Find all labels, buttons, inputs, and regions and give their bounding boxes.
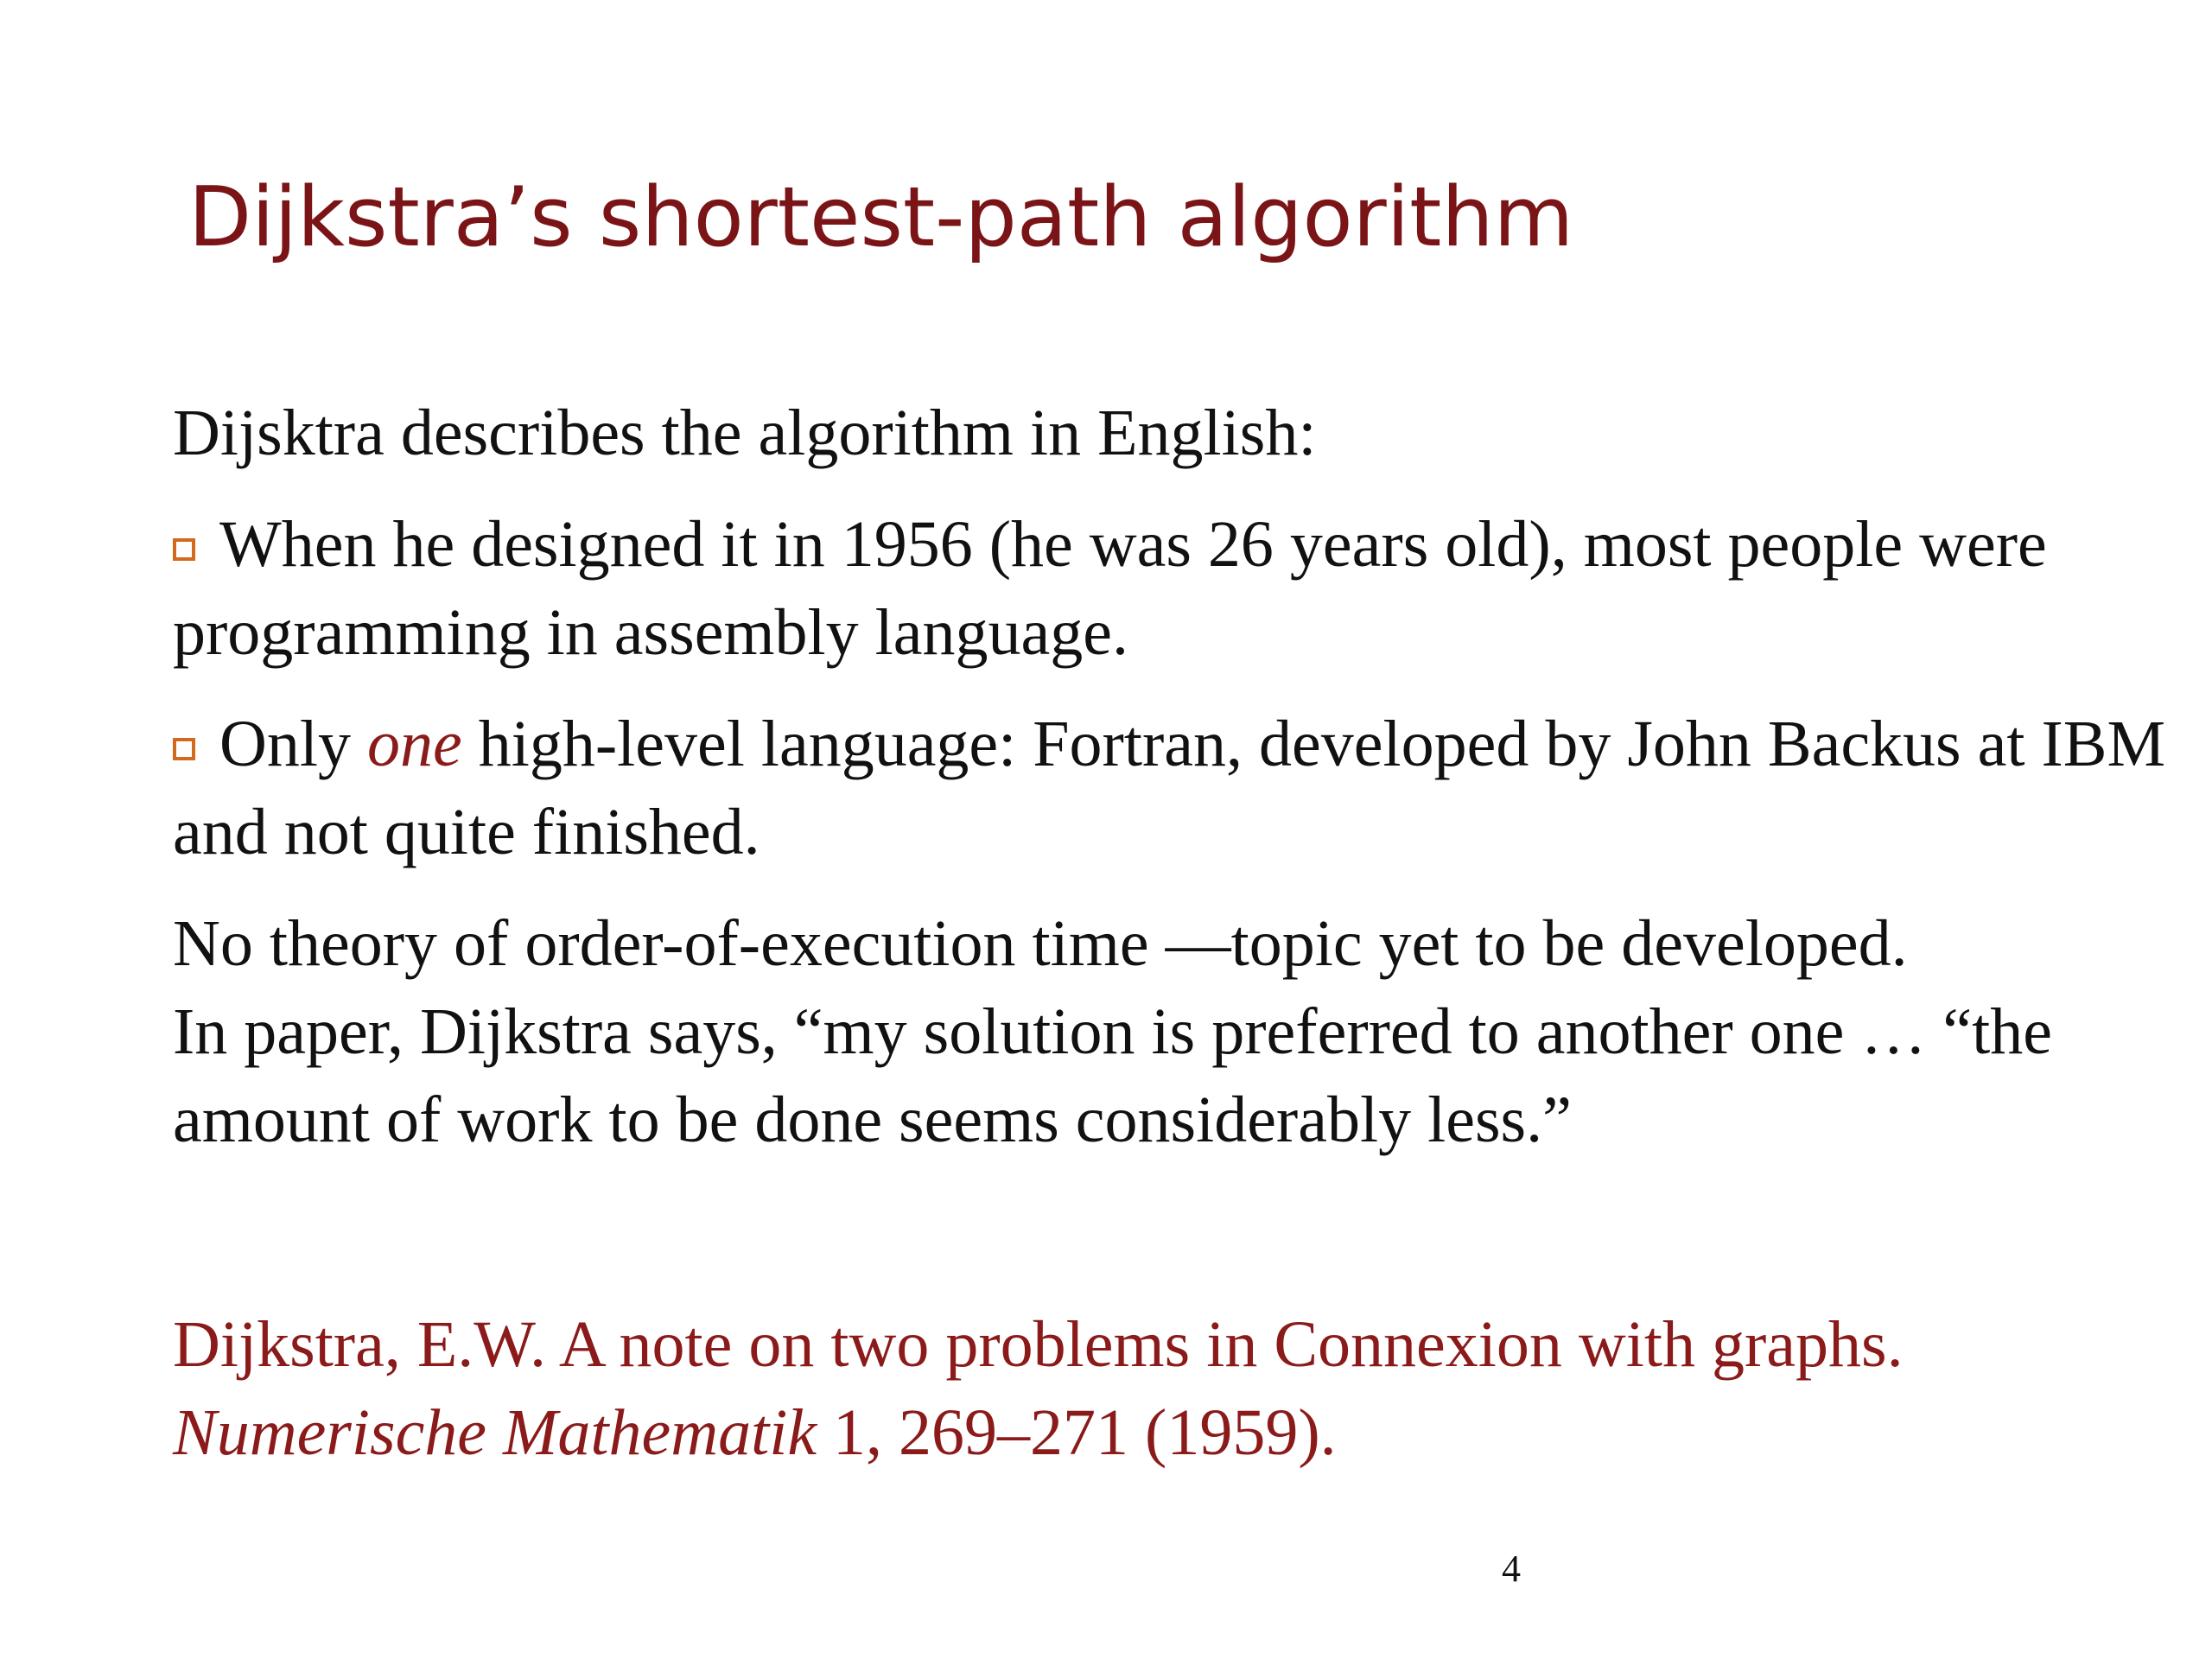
reference-details: 1, 269–271 (1959). <box>817 1396 1337 1469</box>
paragraph-dijkstra-quote: In paper, Dijkstra says, “my solution is preferred to another one … “the amount of work to be done seems considerably less.” <box>173 995 2052 1156</box>
slide-title: Dijkstra’s shortest-path algorithm <box>188 170 1574 265</box>
square-bullet-icon <box>173 738 195 760</box>
bullet-text-2-before: Only <box>219 708 367 780</box>
page-number: 4 <box>1502 1548 1521 1590</box>
reference-source <box>173 1389 2169 1477</box>
paragraph-order-of-execution: No theory of order-of-execution time —topic yet to be developed. <box>173 907 1908 980</box>
bullet-text-1: When he designed it in 1956 (he was 26 years old), most people were programming in assembly language. <box>173 508 2047 669</box>
bullet-item-2 <box>173 700 2169 876</box>
reference-title: Dijkstra, E.W. A note on two problems in Connexion with graphs. <box>173 1308 1904 1381</box>
bullet-emphasis: one <box>367 708 462 780</box>
reference-journal: Numerische Mathematik <box>173 1396 817 1469</box>
slide-body <box>173 389 2169 1164</box>
square-bullet-icon <box>173 538 195 561</box>
reference-citation <box>173 1300 2169 1477</box>
bullet-text-2-after: high-level language: Fortran, developed by John Backus at IBM and not quite finished. <box>173 708 2166 868</box>
intro-paragraph: Dijsktra describes the algorithm in English: <box>173 397 1317 469</box>
bullet-item-1 <box>173 500 2169 677</box>
